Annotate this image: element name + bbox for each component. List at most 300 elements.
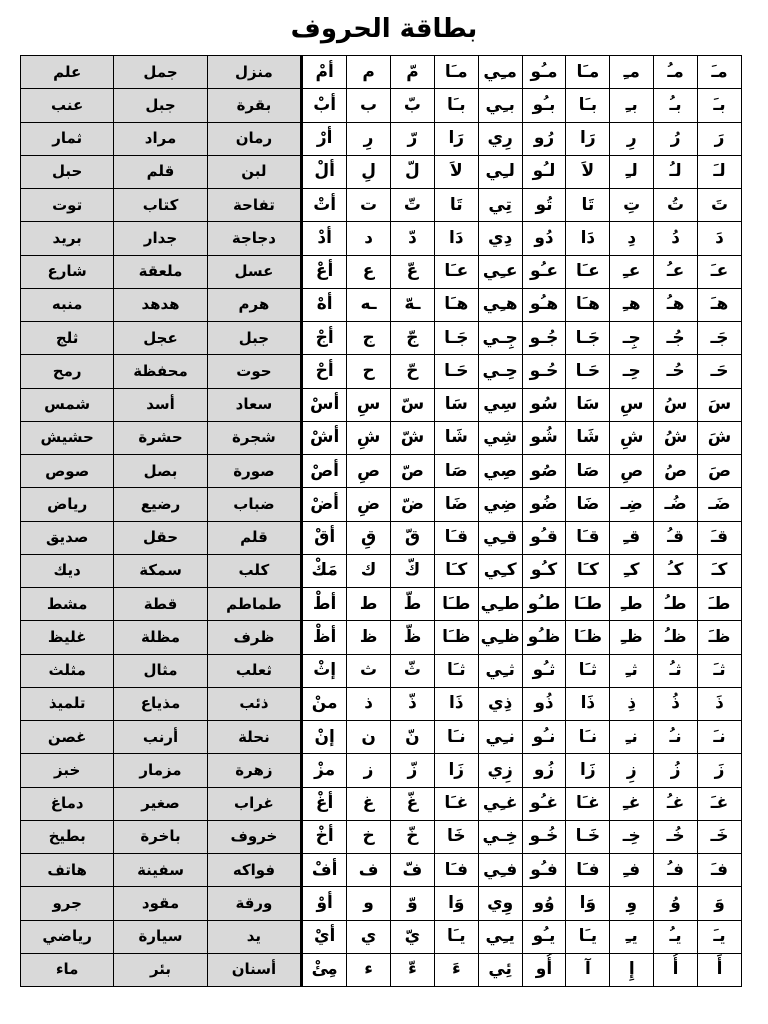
syllable-cell: نـِ bbox=[610, 721, 654, 754]
syllable-cell: ضِـ bbox=[610, 488, 654, 521]
syllable-cell: صُو bbox=[522, 455, 566, 488]
syllable-cell: تَا bbox=[434, 189, 478, 222]
syllable-cell: قّ bbox=[391, 521, 435, 554]
syllable-cell: خِـي bbox=[478, 820, 522, 853]
syllable-cell: ألْ bbox=[302, 155, 347, 188]
syllable-cell: رِي bbox=[478, 122, 522, 155]
syllable-cell: يـَا bbox=[434, 920, 478, 953]
syllable-cell: عـَ bbox=[698, 255, 742, 288]
syllable-cell: ذَا bbox=[566, 687, 610, 720]
syllable-cell: رَ bbox=[698, 122, 742, 155]
syllable-cell: ضَا bbox=[434, 488, 478, 521]
syllable-cell: نّ bbox=[391, 721, 435, 754]
syllable-cell: فـَ bbox=[698, 854, 742, 887]
syllable-cell: وّ bbox=[391, 887, 435, 920]
word-cell: بصل bbox=[114, 455, 207, 488]
syllable-cell: طـَا bbox=[434, 588, 478, 621]
syllable-cell: أعْ bbox=[302, 255, 347, 288]
word-cell: مزمار bbox=[114, 754, 207, 787]
syllable-cell: طـَا bbox=[566, 588, 610, 621]
syllable-cell: شّ bbox=[391, 421, 435, 454]
syllable-cell: زَ bbox=[698, 754, 742, 787]
syllable-cell: ئِي bbox=[478, 953, 522, 986]
syllable-cell: دُو bbox=[522, 222, 566, 255]
syllable-cell: أحْ bbox=[302, 355, 347, 388]
syllable-cell: دَ bbox=[698, 222, 742, 255]
word-cell: سعاد bbox=[207, 388, 301, 421]
syllable-cell: يـَا bbox=[566, 920, 610, 953]
syllable-cell: كـِ bbox=[610, 554, 654, 587]
syllable-cell: هـِ bbox=[610, 288, 654, 321]
syllable-cell: ظـَ bbox=[698, 621, 742, 654]
syllable-cell: ظّ bbox=[391, 621, 435, 654]
syllable-cell: تّ bbox=[391, 189, 435, 222]
syllable-cell: أُو bbox=[522, 953, 566, 986]
syllable-cell: بـِ bbox=[610, 89, 654, 122]
syllable-cell: كّ bbox=[391, 554, 435, 587]
letter-row bbox=[21, 953, 742, 986]
syllable-cell: فـِي bbox=[478, 854, 522, 887]
word-cell: حوت bbox=[207, 355, 301, 388]
letter-row bbox=[21, 488, 742, 521]
syllable-cell: فـِ bbox=[610, 854, 654, 887]
syllable-cell: جَـ bbox=[698, 322, 742, 355]
word-cell: غراب bbox=[207, 787, 301, 820]
syllable-cell: ـه bbox=[347, 288, 391, 321]
syllable-cell: جُـو bbox=[522, 322, 566, 355]
syllable-cell: مّ bbox=[391, 56, 435, 89]
syllable-cell: تِ bbox=[610, 189, 654, 222]
syllable-cell: غـُ bbox=[654, 787, 698, 820]
syllable-cell: ب bbox=[347, 89, 391, 122]
syllable-cell: صِ bbox=[610, 455, 654, 488]
syllable-cell: ع bbox=[347, 255, 391, 288]
syllable-cell: صَا bbox=[566, 455, 610, 488]
syllable-cell: صّ bbox=[391, 455, 435, 488]
syllable-cell: ث bbox=[347, 654, 391, 687]
syllable-cell: دِ bbox=[610, 222, 654, 255]
syllable-cell: ذّ bbox=[391, 687, 435, 720]
syllable-cell: شُ bbox=[654, 421, 698, 454]
word-cell: كلب bbox=[207, 554, 301, 587]
letter-row bbox=[21, 721, 742, 754]
syllable-cell: أجْ bbox=[302, 322, 347, 355]
letter-row bbox=[21, 854, 742, 887]
syllable-cell: عـُ bbox=[654, 255, 698, 288]
syllable-cell: قـَ bbox=[698, 521, 742, 554]
syllable-cell: غـَا bbox=[434, 787, 478, 820]
syllable-cell: حِـ bbox=[610, 355, 654, 388]
letter-row bbox=[21, 787, 742, 820]
letter-row bbox=[21, 754, 742, 787]
syllable-cell: منْ bbox=[302, 687, 347, 720]
letters-table-body bbox=[21, 56, 742, 987]
syllable-cell: كـِي bbox=[478, 554, 522, 587]
syllable-cell: قـَا bbox=[566, 521, 610, 554]
letter-row bbox=[21, 920, 742, 953]
syllable-cell: كـُو bbox=[522, 554, 566, 587]
word-cell: عسل bbox=[207, 255, 301, 288]
word-cell: شجرة bbox=[207, 421, 301, 454]
word-cell: مثال bbox=[114, 654, 207, 687]
syllable-cell: رَا bbox=[434, 122, 478, 155]
syllable-cell: مَكْ bbox=[302, 554, 347, 587]
word-cell: عجل bbox=[114, 322, 207, 355]
syllable-cell: ظـُ bbox=[654, 621, 698, 654]
syllable-cell: شُو bbox=[522, 421, 566, 454]
syllable-cell: سَا bbox=[566, 388, 610, 421]
syllable-cell: لـِ bbox=[610, 155, 654, 188]
syllable-cell: فـُو bbox=[522, 854, 566, 887]
syllable-cell: أغْ bbox=[302, 787, 347, 820]
syllable-cell: وَا bbox=[434, 887, 478, 920]
syllable-cell: سَا bbox=[434, 388, 478, 421]
syllable-cell: أطْ bbox=[302, 588, 347, 621]
letter-row bbox=[21, 222, 742, 255]
syllable-cell: بـِي bbox=[478, 89, 522, 122]
letter-row bbox=[21, 654, 742, 687]
syllable-cell: قـُو bbox=[522, 521, 566, 554]
syllable-cell: مـُو bbox=[522, 56, 566, 89]
syllable-cell: زَا bbox=[566, 754, 610, 787]
word-cell: ورقة bbox=[207, 887, 301, 920]
letter-row bbox=[21, 421, 742, 454]
syllable-cell: يـِ bbox=[610, 920, 654, 953]
syllable-cell: حُـو bbox=[522, 355, 566, 388]
syllable-cell: حَـ bbox=[698, 355, 742, 388]
word-cell: بريد bbox=[21, 222, 114, 255]
syllable-cell: خّ bbox=[391, 820, 435, 853]
syllable-cell: بـَا bbox=[566, 89, 610, 122]
word-cell: جرو bbox=[21, 887, 114, 920]
syllable-cell: ـهّ bbox=[391, 288, 435, 321]
syllable-cell: ط bbox=[347, 588, 391, 621]
letter-row bbox=[21, 554, 742, 587]
letter-row bbox=[21, 820, 742, 853]
syllable-cell: كـَا bbox=[566, 554, 610, 587]
syllable-cell: هـِي bbox=[478, 288, 522, 321]
syllable-cell: هـَ bbox=[698, 288, 742, 321]
word-cell: رياض bbox=[21, 488, 114, 521]
syllable-cell: دُ bbox=[654, 222, 698, 255]
syllable-cell: عـِ bbox=[610, 255, 654, 288]
syllable-cell: شَا bbox=[566, 421, 610, 454]
syllable-cell: تِي bbox=[478, 189, 522, 222]
syllable-cell: صِ bbox=[347, 455, 391, 488]
syllable-cell: مِئْ bbox=[302, 953, 347, 986]
word-cell: جمل bbox=[114, 56, 207, 89]
syllable-cell: جُـ bbox=[654, 322, 698, 355]
syllable-cell: خِـ bbox=[610, 820, 654, 853]
syllable-cell: دَا bbox=[566, 222, 610, 255]
word-cell: تلميذ bbox=[21, 687, 114, 720]
word-cell: حبل bbox=[21, 155, 114, 188]
syllable-cell: صُ bbox=[654, 455, 698, 488]
word-cell: صورة bbox=[207, 455, 301, 488]
syllable-cell: مـِي bbox=[478, 56, 522, 89]
syllable-cell: ظ bbox=[347, 621, 391, 654]
syllable-cell: نـُو bbox=[522, 721, 566, 754]
word-cell: قلم bbox=[207, 521, 301, 554]
syllable-cell: ثـُو bbox=[522, 654, 566, 687]
word-cell: رمح bbox=[21, 355, 114, 388]
syllable-cell: فـُ bbox=[654, 854, 698, 887]
letter-row bbox=[21, 56, 742, 89]
syllable-cell: غـَا bbox=[566, 787, 610, 820]
syllable-cell: قِ bbox=[347, 521, 391, 554]
syllable-cell: لِ bbox=[347, 155, 391, 188]
word-cell: قطة bbox=[114, 588, 207, 621]
syllable-cell: حِـي bbox=[478, 355, 522, 388]
syllable-cell: جِـي bbox=[478, 322, 522, 355]
syllable-cell: ز bbox=[347, 754, 391, 787]
syllable-cell: رِ bbox=[347, 122, 391, 155]
word-cell: جبل bbox=[207, 322, 301, 355]
syllable-cell: يّ bbox=[391, 920, 435, 953]
syllable-cell: وُو bbox=[522, 887, 566, 920]
syllable-cell: خ bbox=[347, 820, 391, 853]
syllable-cell: مزْ bbox=[302, 754, 347, 787]
syllable-cell: طـُ bbox=[654, 588, 698, 621]
word-cell: كتاب bbox=[114, 189, 207, 222]
syllable-cell: أوْ bbox=[302, 887, 347, 920]
letter-row bbox=[21, 322, 742, 355]
syllable-cell: ظـِ bbox=[610, 621, 654, 654]
syllable-cell: طـِ bbox=[610, 588, 654, 621]
syllable-cell: قـِ bbox=[610, 521, 654, 554]
word-cell: أسد bbox=[114, 388, 207, 421]
syllable-cell: ضَـ bbox=[698, 488, 742, 521]
word-cell: غليظ bbox=[21, 621, 114, 654]
word-cell: تفاحة bbox=[207, 189, 301, 222]
word-cell: منزل bbox=[207, 56, 301, 89]
syllable-cell: غـِ bbox=[610, 787, 654, 820]
syllable-cell: مـَا bbox=[434, 56, 478, 89]
syllable-cell: دّ bbox=[391, 222, 435, 255]
syllable-cell: خُـو bbox=[522, 820, 566, 853]
syllable-cell: وَ bbox=[698, 887, 742, 920]
letter-row bbox=[21, 388, 742, 421]
syllable-cell: كـَ bbox=[698, 554, 742, 587]
word-cell: بئر bbox=[114, 953, 207, 986]
syllable-cell: ت bbox=[347, 189, 391, 222]
word-cell: هدهد bbox=[114, 288, 207, 321]
syllable-cell: تَا bbox=[566, 189, 610, 222]
syllable-cell: ثـِ bbox=[610, 654, 654, 687]
syllable-cell: لـَ bbox=[698, 155, 742, 188]
syllable-cell: عـِي bbox=[478, 255, 522, 288]
syllable-cell: فّ bbox=[391, 854, 435, 887]
word-cell: رياضي bbox=[21, 920, 114, 953]
syllable-cell: أرْ bbox=[302, 122, 347, 155]
syllable-cell: هـَا bbox=[434, 288, 478, 321]
word-cell: منبه bbox=[21, 288, 114, 321]
syllable-cell: ظـُو bbox=[522, 621, 566, 654]
word-cell: قلم bbox=[114, 155, 207, 188]
word-cell: جبل bbox=[114, 89, 207, 122]
syllable-cell: شَا bbox=[434, 421, 478, 454]
syllable-cell: ح bbox=[347, 355, 391, 388]
word-cell: حشرة bbox=[114, 421, 207, 454]
syllable-cell: زِي bbox=[478, 754, 522, 787]
syllable-cell: أضْ bbox=[302, 488, 347, 521]
syllable-cell: أخْ bbox=[302, 820, 347, 853]
syllable-cell: زُو bbox=[522, 754, 566, 787]
word-cell: صديق bbox=[21, 521, 114, 554]
syllable-cell: ثـَا bbox=[566, 654, 610, 687]
syllable-cell: لـِي bbox=[478, 155, 522, 188]
letter-row bbox=[21, 255, 742, 288]
syllable-cell: تُو bbox=[522, 189, 566, 222]
syllable-cell: ك bbox=[347, 554, 391, 587]
word-cell: مذياع bbox=[114, 687, 207, 720]
syllable-cell: رُو bbox=[522, 122, 566, 155]
syllable-cell: سِي bbox=[478, 388, 522, 421]
syllable-cell: ثّ bbox=[391, 654, 435, 687]
syllable-cell: زَا bbox=[434, 754, 478, 787]
syllable-cell: أُ bbox=[654, 953, 698, 986]
syllable-cell: ظـَا bbox=[434, 621, 478, 654]
syllable-cell: أيْ bbox=[302, 920, 347, 953]
syllable-cell: قـَا bbox=[434, 521, 478, 554]
word-cell: فواكه bbox=[207, 854, 301, 887]
word-cell: بقرة bbox=[207, 89, 301, 122]
syllable-cell: أبْ bbox=[302, 89, 347, 122]
syllable-cell: شِ bbox=[347, 421, 391, 454]
syllable-cell: بّ bbox=[391, 89, 435, 122]
syllable-cell: هـُ bbox=[654, 288, 698, 321]
syllable-cell: لـُ bbox=[654, 155, 698, 188]
syllable-cell: إِ bbox=[610, 953, 654, 986]
syllable-cell: وِي bbox=[478, 887, 522, 920]
syllable-cell: أسْ bbox=[302, 388, 347, 421]
word-cell: طماطم bbox=[207, 588, 301, 621]
word-cell: مظلة bbox=[114, 621, 207, 654]
syllable-cell: بـَا bbox=[434, 89, 478, 122]
syllable-cell: شِي bbox=[478, 421, 522, 454]
syllable-cell: إنْ bbox=[302, 721, 347, 754]
syllable-cell: ذ bbox=[347, 687, 391, 720]
word-cell: بطيخ bbox=[21, 820, 114, 853]
syllable-cell: حّ bbox=[391, 355, 435, 388]
word-cell: هاتف bbox=[21, 854, 114, 887]
word-cell: شمس bbox=[21, 388, 114, 421]
word-cell: ثلج bbox=[21, 322, 114, 355]
syllable-cell: يـُ bbox=[654, 920, 698, 953]
syllable-cell: جَـا bbox=[566, 322, 610, 355]
syllable-cell: ذَا bbox=[434, 687, 478, 720]
syllable-cell: طـَ bbox=[698, 588, 742, 621]
word-cell: ملعقة bbox=[114, 255, 207, 288]
syllable-cell: جَـا bbox=[434, 322, 478, 355]
syllable-cell: ءّ bbox=[391, 953, 435, 986]
syllable-cell: رُ bbox=[654, 122, 698, 155]
letter-row bbox=[21, 887, 742, 920]
syllable-cell: طـِي bbox=[478, 588, 522, 621]
syllable-cell: أشْ bbox=[302, 421, 347, 454]
word-cell: ظرف bbox=[207, 621, 301, 654]
syllable-cell: خُـ bbox=[654, 820, 698, 853]
letter-row bbox=[21, 588, 742, 621]
letter-row bbox=[21, 189, 742, 222]
syllable-cell: ضِ bbox=[347, 488, 391, 521]
syllable-cell: زِ bbox=[610, 754, 654, 787]
word-cell: علم bbox=[21, 56, 114, 89]
syllable-cell: غـَ bbox=[698, 787, 742, 820]
letter-row bbox=[21, 89, 742, 122]
syllable-cell: حُـ bbox=[654, 355, 698, 388]
syllable-cell: زّ bbox=[391, 754, 435, 787]
word-cell: رمان bbox=[207, 122, 301, 155]
syllable-cell: ذِ bbox=[610, 687, 654, 720]
syllable-cell: عّ bbox=[391, 255, 435, 288]
word-cell: جدار bbox=[114, 222, 207, 255]
word-cell: خروف bbox=[207, 820, 301, 853]
syllable-cell: خَـ bbox=[698, 820, 742, 853]
syllable-cell: أمْ bbox=[302, 56, 347, 89]
syllable-cell: هـُو bbox=[522, 288, 566, 321]
syllable-cell: حَـا bbox=[434, 355, 478, 388]
syllable-cell: هـَا bbox=[566, 288, 610, 321]
word-cell: نحلة bbox=[207, 721, 301, 754]
word-cell: ماء bbox=[21, 953, 114, 986]
syllable-cell: طّ bbox=[391, 588, 435, 621]
syllable-cell: نـَا bbox=[434, 721, 478, 754]
syllable-cell: وَا bbox=[566, 887, 610, 920]
syllable-cell: شِ bbox=[610, 421, 654, 454]
word-cell: أسنان bbox=[207, 953, 301, 986]
syllable-cell: سِ bbox=[347, 388, 391, 421]
syllable-cell: أَ bbox=[698, 953, 742, 986]
word-cell: باخرة bbox=[114, 820, 207, 853]
word-cell: مراد bbox=[114, 122, 207, 155]
syllable-cell: تُ bbox=[654, 189, 698, 222]
syllable-cell: ي bbox=[347, 920, 391, 953]
syllable-cell: ضُـ bbox=[654, 488, 698, 521]
syllable-cell: غـُو bbox=[522, 787, 566, 820]
syllable-cell: عـُو bbox=[522, 255, 566, 288]
letters-table bbox=[20, 55, 742, 987]
syllable-cell: آ bbox=[566, 953, 610, 986]
word-cell: لبن bbox=[207, 155, 301, 188]
word-cell: عنب bbox=[21, 89, 114, 122]
word-cell: ضباب bbox=[207, 488, 301, 521]
letter-row bbox=[21, 355, 742, 388]
syllable-cell: حَـا bbox=[566, 355, 610, 388]
syllable-cell: أفْ bbox=[302, 854, 347, 887]
syllable-cell: فـَا bbox=[566, 854, 610, 887]
syllable-cell: دِي bbox=[478, 222, 522, 255]
syllable-cell: صَا bbox=[434, 455, 478, 488]
syllable-cell: طـُو bbox=[522, 588, 566, 621]
syllable-cell: غّ bbox=[391, 787, 435, 820]
syllable-cell: إثْ bbox=[302, 654, 347, 687]
syllable-cell: يـَ bbox=[698, 920, 742, 953]
syllable-cell: سُو bbox=[522, 388, 566, 421]
letter-row bbox=[21, 155, 742, 188]
syllable-cell: خَا bbox=[434, 820, 478, 853]
syllable-cell: ثـُ bbox=[654, 654, 698, 687]
syllable-cell: جِـ bbox=[610, 322, 654, 355]
syllable-cell: صَ bbox=[698, 455, 742, 488]
syllable-cell: كـُ bbox=[654, 554, 698, 587]
syllable-cell: ثـِي bbox=[478, 654, 522, 687]
word-cell: سيارة bbox=[114, 920, 207, 953]
syllable-cell: نـِي bbox=[478, 721, 522, 754]
letter-row bbox=[21, 455, 742, 488]
syllable-cell: ثـَ bbox=[698, 654, 742, 687]
word-cell: زهرة bbox=[207, 754, 301, 787]
